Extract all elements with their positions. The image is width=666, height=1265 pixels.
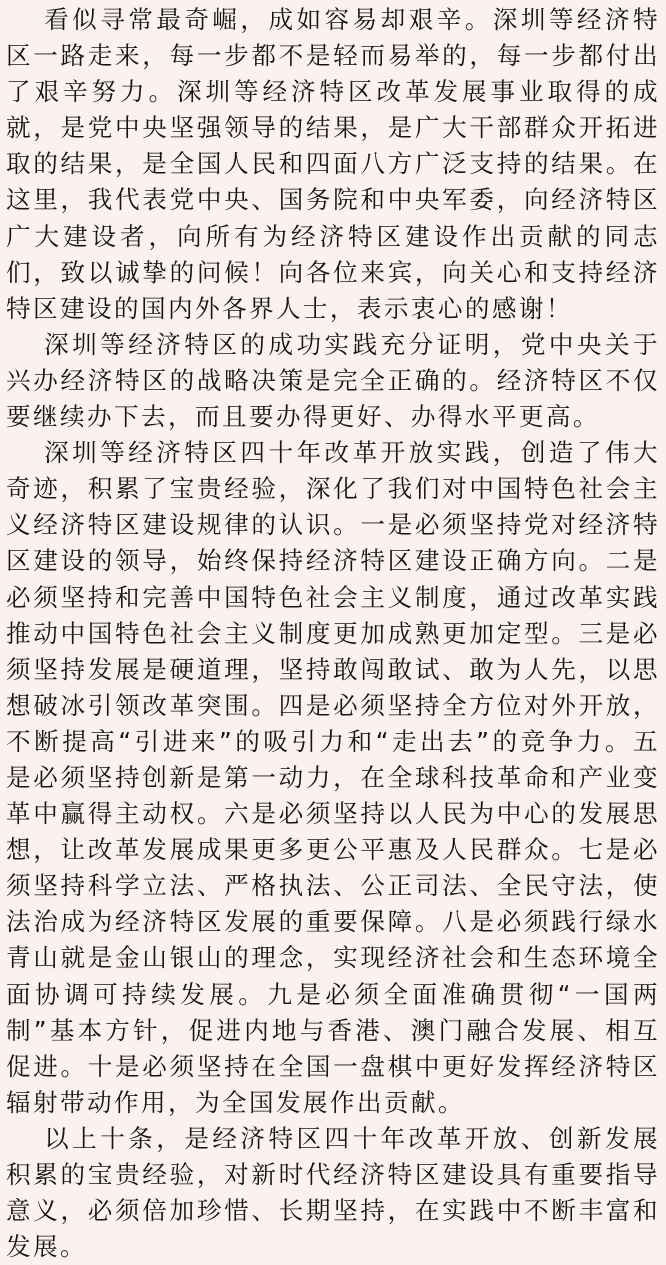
paragraph-conclusion: 以上十条，是经济特区四十年改革开放、创新发展积累的宝贵经验，对新时代经济特区建设具有重要指导意义，必须倍加珍惜、长期坚持，在实践中不断丰富和发展。 [6,1123,660,1262]
paragraph-gratitude: 看似寻常最奇崛，成如容易却艰辛。深圳等经济特区一路走来，每一步都不是轻而易举的，每一步都付出了艰辛努力。深圳等经济特区改革发展事业取得的成就，是党中央坚强领导的结果，是广大干部群众开拓进取的结果，是全国人民和四面八方广泛支持的结果。在这里，我代表党中央、国务院和中央军委，向经济特区广大建设者，向所有为经济特区建设作出贡献的同志们，致以诚挚的问候！向各位来宾，向关心和支持经济特区建设的国内外各界人士，表示衷心的感谢！ [6,5,660,323]
paragraph-strategic-decision: 深圳等经济特区的成功实践充分证明，党中央关于兴办经济特区的战略决策是完全正确的。经济特区不仅要继续办下去，而且要办得更好、办得水平更高。 [6,329,660,432]
paragraph-ten-experiences: 深圳等经济特区四十年改革开放实践，创造了伟大奇迹，积累了宝贵经验，深化了我们对中国特色社会主义经济特区建设规律的认识。一是必须坚持党对经济特区建设的领导，始终保持经济特区建设正确方向。二是必须坚持和完善中国特色社会主义制度，通过改革实践推动中国特色社会主义制度更加成熟更加定型。三是必须坚持发展是硬道理，坚持敢闯敢试、敢为人先，以思想破冰引领改革突围。四是必须坚持全方位对外开放，不断提高“引进来”的吸引力和“走出去”的竞争力。五是必须坚持创新是第一动力，在全球科技革命和产业变革中赢得主动权。六是必须坚持以人民为中心的发展思想，让改革发展成果更多更公平惠及人民群众。七是必须坚持科学立法、严格执法、公正司法、全民守法，使法治成为经济特区发展的重要保障。八是必须践行绿水青山就是金山银山的理念，实现经济社会和生态环境全面协调可持续发展。九是必须全面准确贯彻“一国两制”基本方针，促进内地与香港、澳门融合发展、相互促进。十是必须坚持在全国一盘棋中更好发挥经济特区辐射带动作用，为全国发展作出贡献。 [6,438,660,1117]
